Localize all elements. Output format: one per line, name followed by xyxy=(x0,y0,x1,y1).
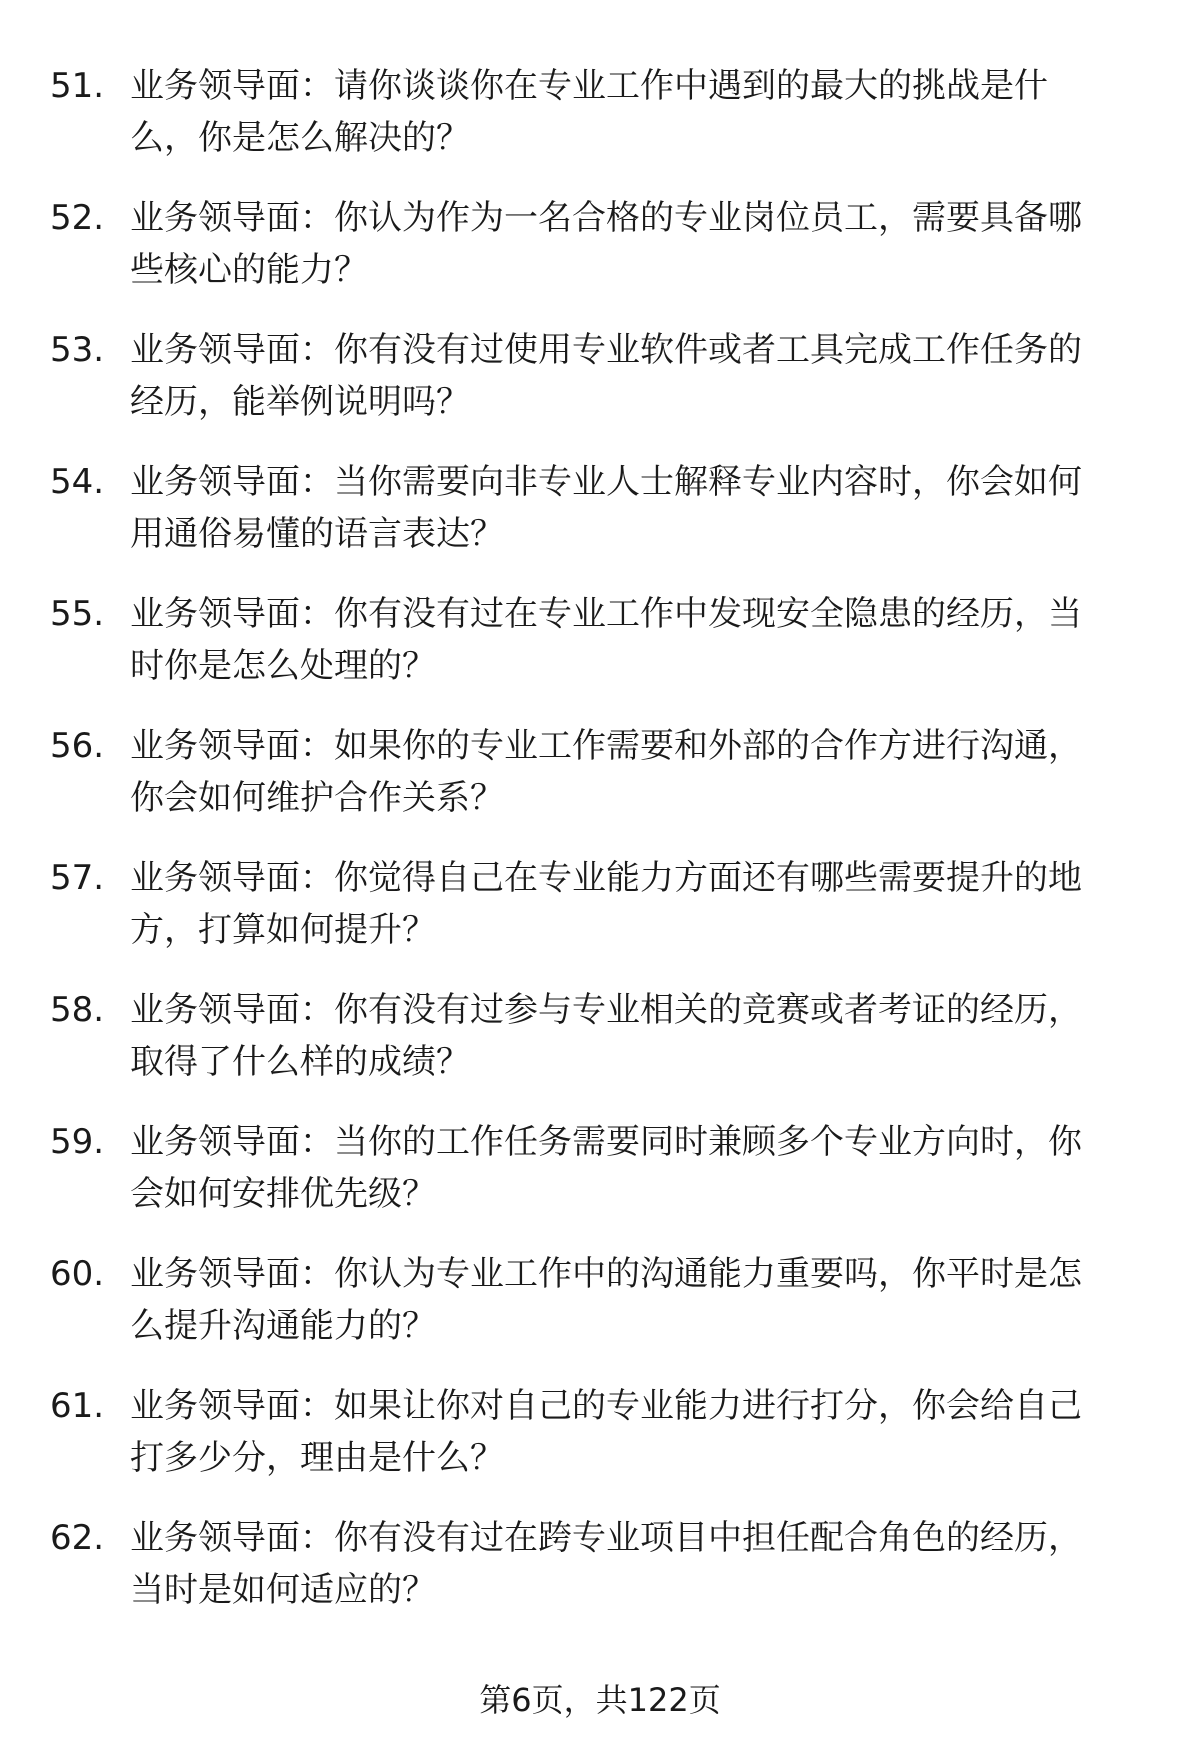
question-line-2: 时你是怎么处理的？ xyxy=(130,646,436,686)
question-text xyxy=(130,456,1140,560)
question-text xyxy=(130,192,1140,296)
question-list xyxy=(0,60,1200,1644)
question-line-2: 方，打算如何提升？ xyxy=(130,910,436,950)
question-text xyxy=(130,984,1140,1088)
question-line-1: 业务领导面：你有没有过在跨专业项目中担任配合角色的经历， xyxy=(130,1518,1082,1558)
list-item xyxy=(0,192,1200,324)
question-line-1: 业务领导面：如果你的专业工作需要和外部的合作方进行沟通， xyxy=(130,726,1082,766)
question-text xyxy=(130,720,1140,824)
question-line-2: 打多少分，理由是什么？ xyxy=(130,1438,504,1478)
question-line-1: 业务领导面：当你的工作任务需要同时兼顾多个专业方向时，你 xyxy=(130,1122,1082,1162)
question-text xyxy=(130,1512,1140,1616)
question-line-2: 么，你是怎么解决的？ xyxy=(130,118,470,158)
question-line-1: 业务领导面：你有没有过使用专业软件或者工具完成工作任务的 xyxy=(130,330,1082,370)
question-number: 61. xyxy=(50,1386,105,1426)
question-line-1: 业务领导面：当你需要向非专业人士解释专业内容时，你会如何 xyxy=(130,462,1082,502)
question-line-1: 业务领导面：你觉得自己在专业能力方面还有哪些需要提升的地 xyxy=(130,858,1082,898)
question-line-1: 业务领导面：你认为专业工作中的沟通能力重要吗，你平时是怎 xyxy=(130,1254,1082,1294)
question-line-2: 用通俗易懂的语言表达？ xyxy=(130,514,504,554)
question-number: 58. xyxy=(50,990,105,1030)
question-line-1: 业务领导面：你认为作为一名合格的专业岗位员工，需要具备哪 xyxy=(130,198,1082,238)
list-item xyxy=(0,1512,1200,1644)
question-line-1: 业务领导面：如果让你对自己的专业能力进行打分，你会给自己 xyxy=(130,1386,1082,1426)
question-number: 51. xyxy=(50,66,105,106)
question-number: 62. xyxy=(50,1518,105,1558)
question-text xyxy=(130,1248,1140,1352)
list-item xyxy=(0,852,1200,984)
question-text xyxy=(130,60,1140,164)
question-line-1: 业务领导面：请你谈谈你在专业工作中遇到的最大的挑战是什 xyxy=(130,66,1048,106)
question-line-2: 些核心的能力？ xyxy=(130,250,368,290)
list-item xyxy=(0,588,1200,720)
question-line-2: 经历，能举例说明吗？ xyxy=(130,382,470,422)
question-text xyxy=(130,1116,1140,1220)
question-number: 56. xyxy=(50,726,105,766)
question-number: 60. xyxy=(50,1254,105,1294)
question-text xyxy=(130,324,1140,428)
list-item xyxy=(0,720,1200,852)
question-text xyxy=(130,1380,1140,1484)
question-line-2: 么提升沟通能力的？ xyxy=(130,1306,436,1346)
question-line-2: 当时是如何适应的？ xyxy=(130,1570,436,1610)
page-number: 第6页，共122页 xyxy=(479,1681,721,1719)
question-number: 52. xyxy=(50,198,105,238)
question-line-1: 业务领导面：你有没有过参与专业相关的竞赛或者考证的经历， xyxy=(130,990,1082,1030)
list-item xyxy=(0,60,1200,192)
question-number: 53. xyxy=(50,330,105,370)
list-item xyxy=(0,324,1200,456)
question-number: 54. xyxy=(50,462,105,502)
question-number: 57. xyxy=(50,858,105,898)
list-item xyxy=(0,1116,1200,1248)
question-line-2: 你会如何维护合作关系？ xyxy=(130,778,504,818)
page-footer xyxy=(0,1680,1200,1720)
question-line-2: 取得了什么样的成绩？ xyxy=(130,1042,470,1082)
list-item xyxy=(0,456,1200,588)
list-item xyxy=(0,1248,1200,1380)
list-item xyxy=(0,1380,1200,1512)
question-number: 55. xyxy=(50,594,105,634)
question-line-2: 会如何安排优先级？ xyxy=(130,1174,436,1214)
list-item xyxy=(0,984,1200,1116)
question-number: 59. xyxy=(50,1122,105,1162)
question-text xyxy=(130,852,1140,956)
question-line-1: 业务领导面：你有没有过在专业工作中发现安全隐患的经历，当 xyxy=(130,594,1082,634)
question-text xyxy=(130,588,1140,692)
